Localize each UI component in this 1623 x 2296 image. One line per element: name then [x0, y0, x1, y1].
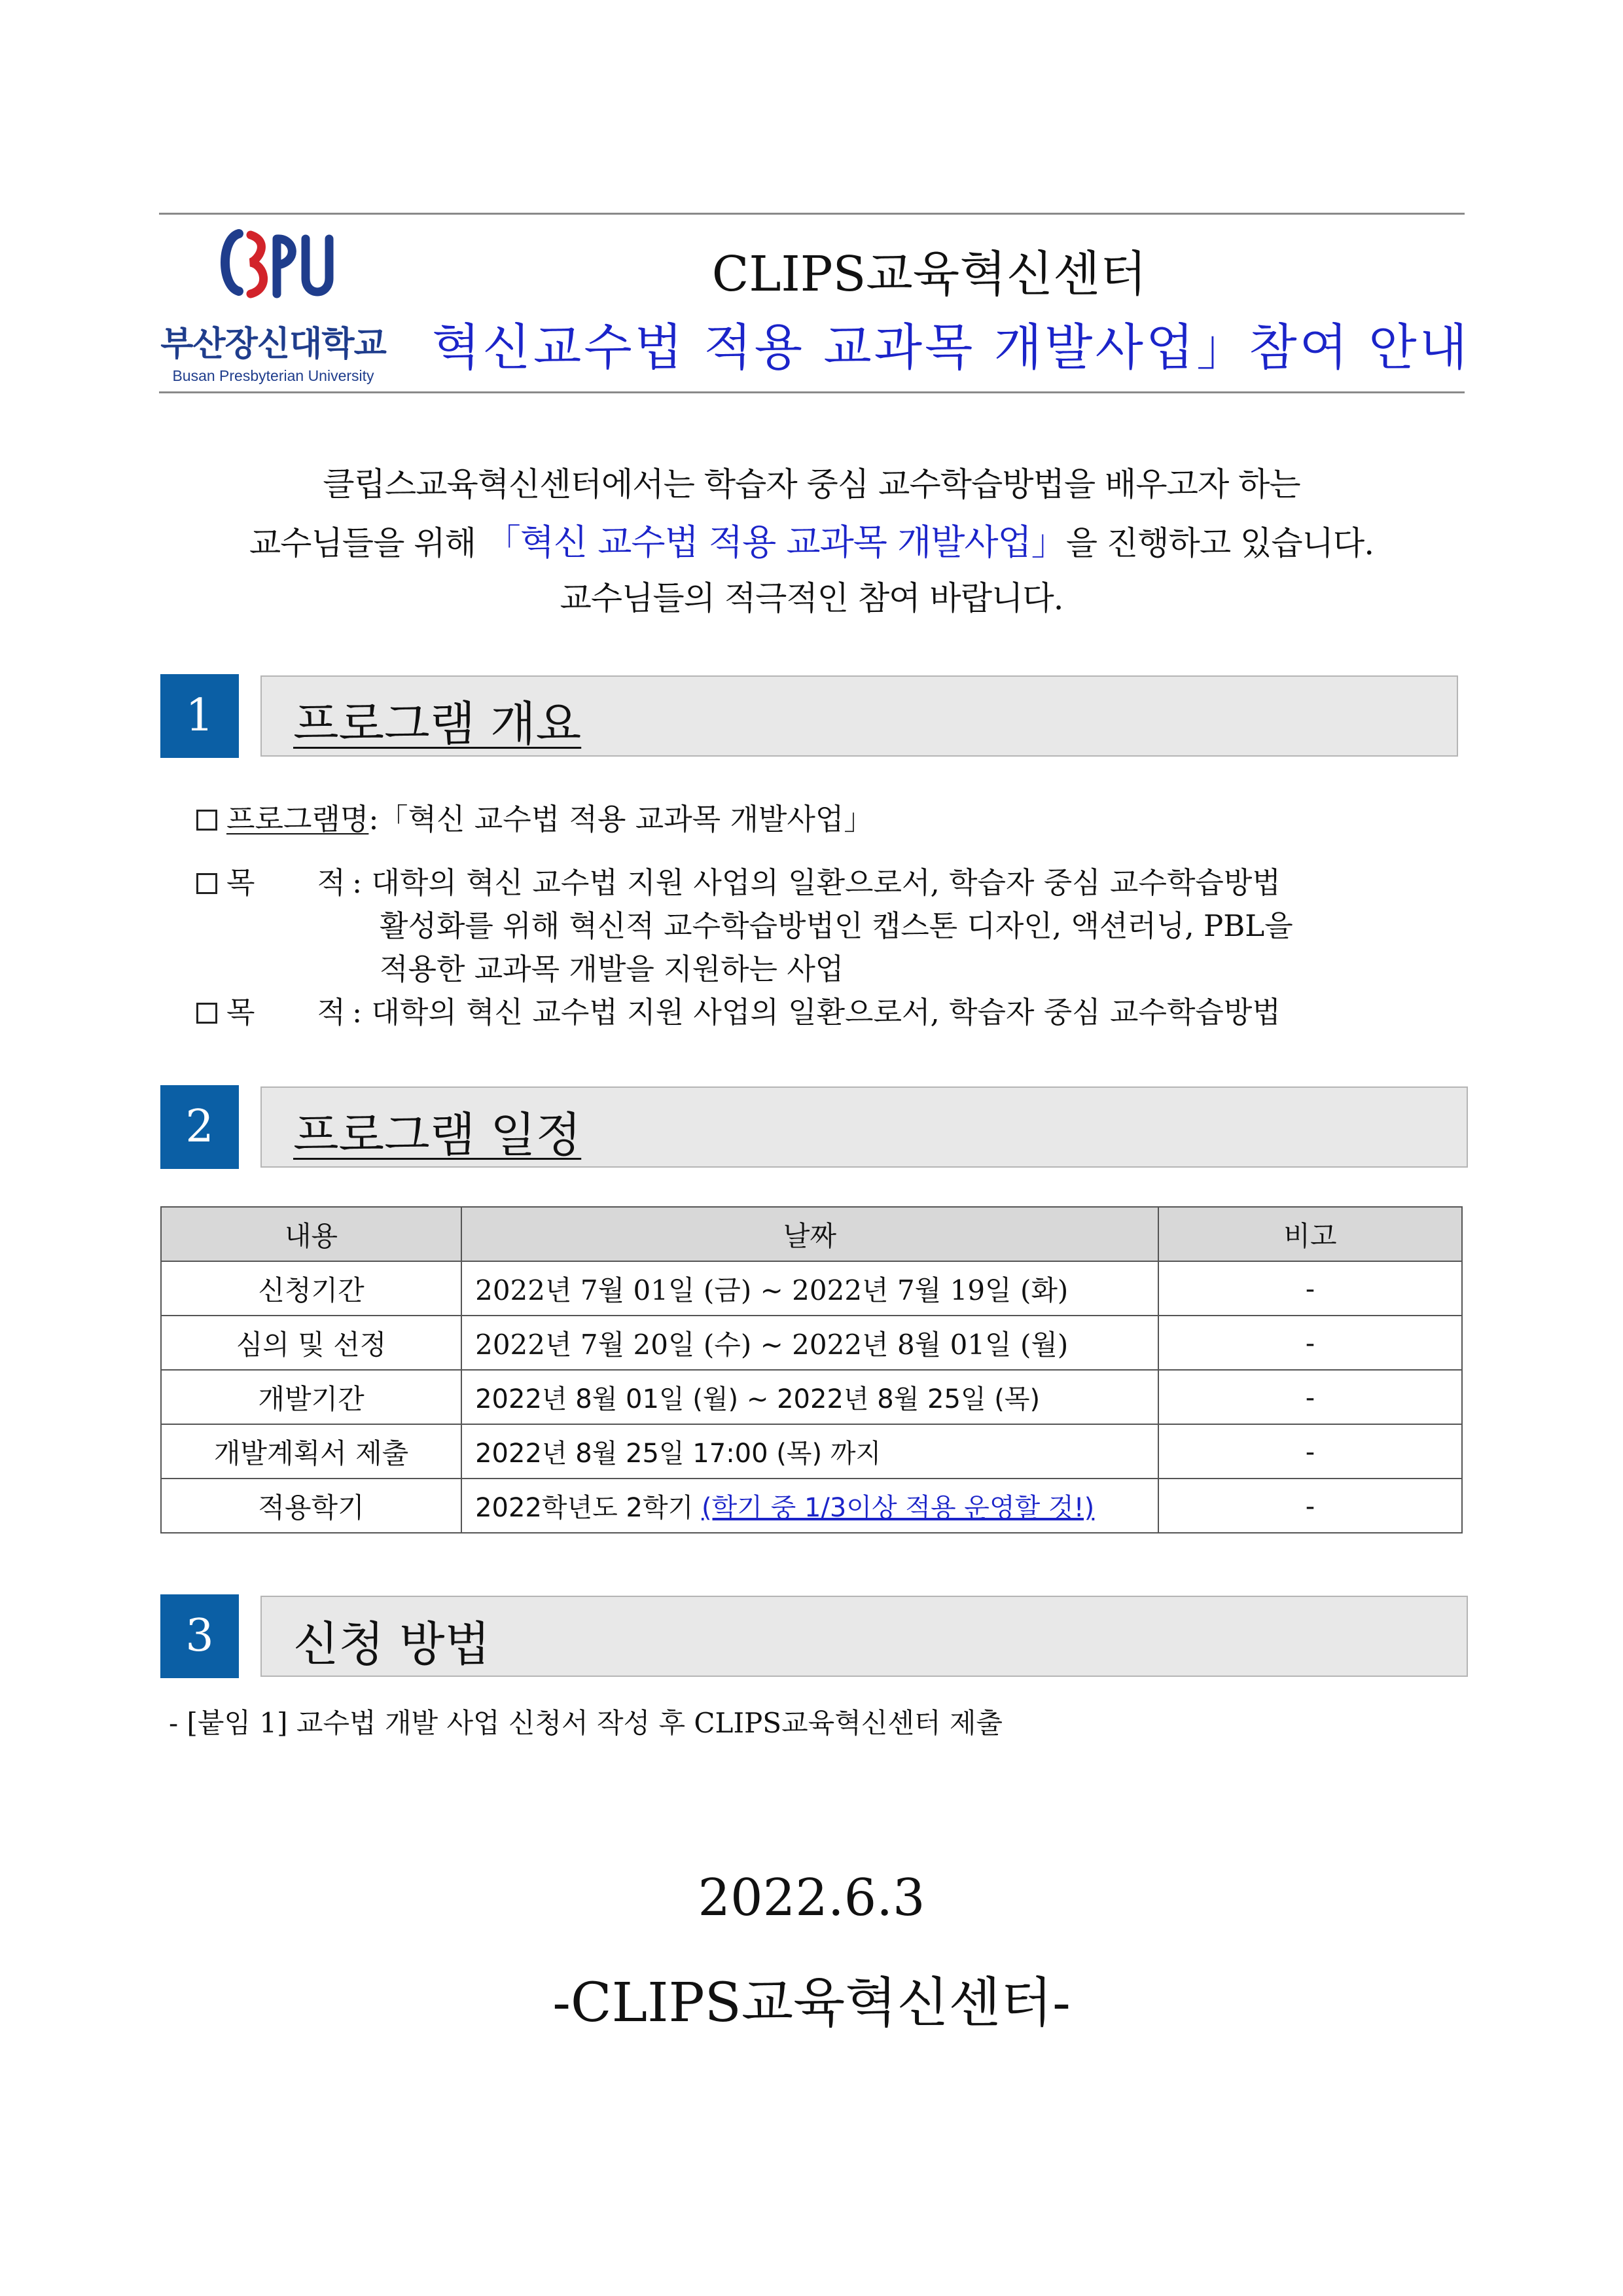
- row-note: -: [1158, 1424, 1462, 1479]
- footer-organization: -CLIPS교육혁신센터-: [552, 1972, 1071, 2034]
- table-row: [161, 1316, 1462, 1370]
- section-3-header: [260, 1596, 1468, 1677]
- section-1-header: [260, 675, 1458, 757]
- table-row: [161, 1479, 1462, 1533]
- center-title: CLIPS교육혁신센터: [711, 246, 1147, 302]
- header-top-rule: [159, 213, 1465, 215]
- section-3-number: 3: [160, 1594, 239, 1678]
- row-content: 심의 및 선정: [161, 1316, 461, 1370]
- row-date-cell: [461, 1479, 1158, 1533]
- section-1-number: 1: [160, 674, 239, 758]
- intro-line-2-pre: 교수님들을 위해: [249, 524, 486, 562]
- table-row: [161, 1424, 1462, 1479]
- row-date: 2022학년도 2학기: [475, 1493, 702, 1523]
- table-row: [161, 1370, 1462, 1424]
- checkbox-square-icon: [196, 873, 217, 894]
- checkbox-square-icon: [196, 1003, 217, 1024]
- overview-purpose-2-label: [196, 988, 346, 1031]
- purpose-2-line-1: : 대학의 혁신 교수법 지원 사업의 일환으로서, 학습자 중심 교수학습방법: [352, 995, 1281, 1030]
- intro-line-3: 교수님들의 적극적인 참여 바랍니다.: [560, 579, 1063, 617]
- header-note: 비고: [1158, 1207, 1462, 1261]
- row-note: -: [1158, 1370, 1462, 1424]
- intro-line-2-post: 을 진행하고 있습니다.: [1065, 524, 1374, 562]
- purpose-label-char-2: 적: [317, 865, 346, 900]
- intro-line-1: 클립스교육혁신센터에서는 학습자 중심 교수학습방법을 배우고자 하는: [323, 465, 1300, 503]
- header-bottom-rule: [159, 391, 1465, 393]
- purpose-line-3: 적용한 교과목 개발을 지원하는 사업: [380, 952, 844, 986]
- bpu-logo-mark-icon: [160, 226, 386, 311]
- overview-program-name: [196, 795, 873, 838]
- section-2-title: 프로그램 일정: [293, 1107, 582, 1162]
- purpose-label-char-1: 목: [226, 865, 255, 900]
- section-1-title: 프로그램 개요: [293, 696, 582, 751]
- table-header-row: [161, 1207, 1462, 1261]
- program-name-value: :「혁신 교수법 적용 교과목 개발사업」: [368, 802, 874, 836]
- row-note: -: [1158, 1479, 1462, 1533]
- page-subtitle: 혁신교수법 적용 교과목 개발사업」참여 안내: [432, 318, 1471, 376]
- document-date: 2022.6.3: [698, 1869, 925, 1928]
- row-note: -: [1158, 1261, 1462, 1316]
- header-date: 날짜: [461, 1207, 1158, 1261]
- intro-line-2: [157, 514, 1466, 565]
- row-content: 신청기간: [161, 1261, 461, 1316]
- section-2-number: 2: [160, 1085, 239, 1169]
- checkbox-square-icon: [196, 810, 217, 831]
- apply-instruction: - [붙임 1] 교수법 개발 사업 신청서 작성 후 CLIPS교육혁신센터 제출: [169, 1707, 1003, 1739]
- schedule-table: [160, 1206, 1463, 1534]
- section-2-header: [260, 1086, 1468, 1168]
- purpose-2-label-char-2: 적: [317, 995, 346, 1030]
- row-date: 2022년 7월 20일 (수) ~ 2022년 8월 01일 (월): [461, 1316, 1158, 1370]
- row-content: 개발계획서 제출: [161, 1424, 461, 1479]
- row-date: 2022년 7월 01일 (금) ~ 2022년 7월 19일 (화): [461, 1261, 1158, 1316]
- program-name-label: 프로그램명: [226, 802, 369, 836]
- row-date: 2022년 8월 01일 (월) ~ 2022년 8월 25일 (목): [461, 1370, 1158, 1424]
- logo-university-english: Busan Presbyterian University: [172, 367, 374, 384]
- row-date: 2022년 8월 25일 17:00 (목) 까지: [461, 1424, 1158, 1479]
- purpose-2-label-char-1: 목: [226, 995, 255, 1030]
- row-note: -: [1158, 1316, 1462, 1370]
- university-logo: [160, 226, 386, 389]
- header-content: 내용: [161, 1207, 461, 1261]
- table-row: [161, 1261, 1462, 1316]
- logo-university-name: 부산장신대학교: [160, 325, 386, 364]
- row-content: 개발기간: [161, 1370, 461, 1424]
- application-note-link[interactable]: (학기 중 1/3이상 적용 운영할 것!): [701, 1493, 1095, 1523]
- row-content: 적용학기: [161, 1479, 461, 1533]
- intro-program-highlight: 「혁신 교수법 적용 교과목 개발사업」: [485, 522, 1066, 563]
- purpose-line-1: : 대학의 혁신 교수법 지원 사업의 일환으로서, 학습자 중심 교수학습방법: [352, 865, 1281, 900]
- purpose-line-2: 활성화를 위해 혁신적 교수학습방법인 캡스톤 디자인, 액션러닝, PBL을: [380, 908, 1293, 943]
- overview-purpose-label: [196, 859, 346, 901]
- section-3-title: 신청 방법: [293, 1617, 491, 1672]
